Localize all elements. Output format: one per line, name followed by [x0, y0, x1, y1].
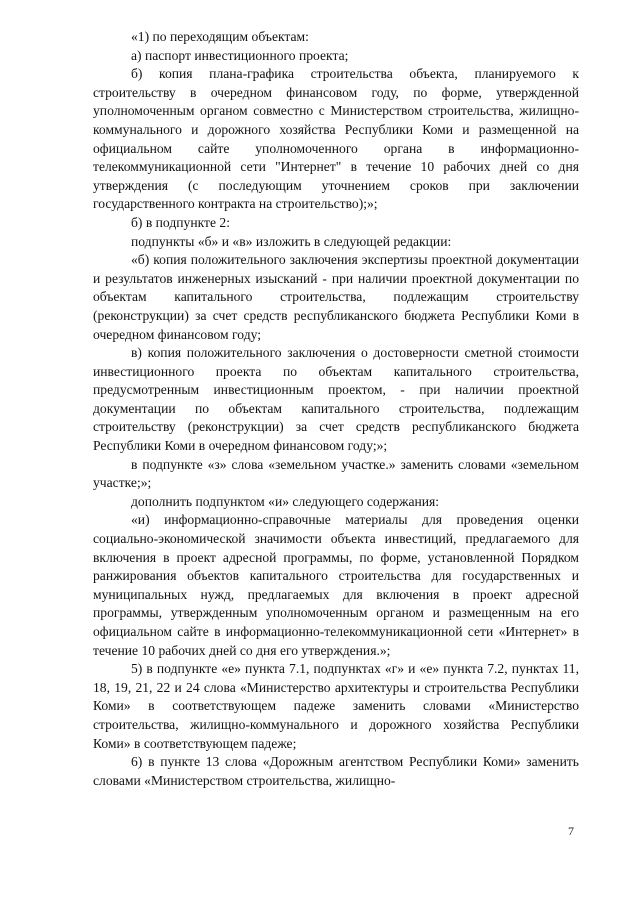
- paragraph-12: 6) в пункте 13 слова «Дорожным агентством Республики Коми» заменить словами «Министерством строительства, жилищно-: [93, 754, 579, 788]
- page-number: 7: [568, 824, 574, 838]
- paragraph-9: дополнить подпунктом «и» следующего содержания:: [131, 493, 440, 509]
- paragraph-7: в) копия положительного заключения о достоверности сметной стоимости инвестиционного проекта по объектам капитального строительства, предусмотренным инвестиционным проектом, - при наличии проектной документации по объектам капитального строительства, подлежащим строительству (реконструкции) за счет средств республиканского бюджета Республики Коми в очередном финансовом году;»;: [93, 345, 579, 454]
- paragraph-1: «1) по переходящим объектам:: [131, 29, 309, 44]
- paragraph-6: «б) копия положительного заключения экспертизы проектной документации и результатов инженерных изысканий - при наличии проектной документации по объектам капитального строительства, подлежащим строительству (реконструкции) за счет средств республиканского бюджета Республики Коми в очередном финансовом году;: [93, 252, 579, 342]
- paragraph-5: подпункты «б» и «в» изложить в следующей редакции:: [131, 233, 452, 249]
- paragraph-2: а) паспорт инвестиционного проекта;: [131, 47, 349, 63]
- paragraph-4: б) в подпункте 2:: [131, 214, 230, 230]
- paragraph-3: б) копия плана-графика строительства объекта, планируемого к строительству в очередном финансовом году, по форме, утвержденной уполномоченным органом совместно с Министерством строительства, жилищно-коммунального и дорожного хозяйства Республики Коми и размещенной на официальном сайте уполномоченного органа в информационно-телекоммуникационной сети "Интернет" в течение 10 рабочих дней со дня утверждения (с последующим уточнением сроков при заключении государственного контракта на строительство);»;: [93, 66, 579, 212]
- paragraph-11: 5) в подпункте «е» пункта 7.1, подпунктах «г» и «е» пункта 7.2, пунктах 11, 18, 19, 21, 22 и 24 слова «Министерство архитектуры и строительства Республики Коми» в соответствующем падеже заменить словами «Министерство строительства, жилищно-коммунального и дорожного хозяйства Республики Коми» в соответствующем падеже;: [93, 661, 579, 751]
- paragraph-10: «и) информационно-справочные материалы для проведения оценки социально-экономической значимости объекта инвестиций, предлагаемого для включения в проект адресной программы, по форме, установленной Порядком ранжирования объектов капитального строительства для государственных и муниципальных нужд, предлагаемых для включения в проект адресной программы, утвержденным уполномоченным органом и размещенным на его официальном сайте в информационно-телекоммуникационной сети «Интернет» в течение 10 рабочих дней со дня его утверждения.»;: [93, 512, 579, 658]
- document-body: [93, 28, 579, 790]
- paragraph-8: в подпункте «з» слова «земельном участке.» заменить словами «земельном участке;»;: [93, 456, 579, 491]
